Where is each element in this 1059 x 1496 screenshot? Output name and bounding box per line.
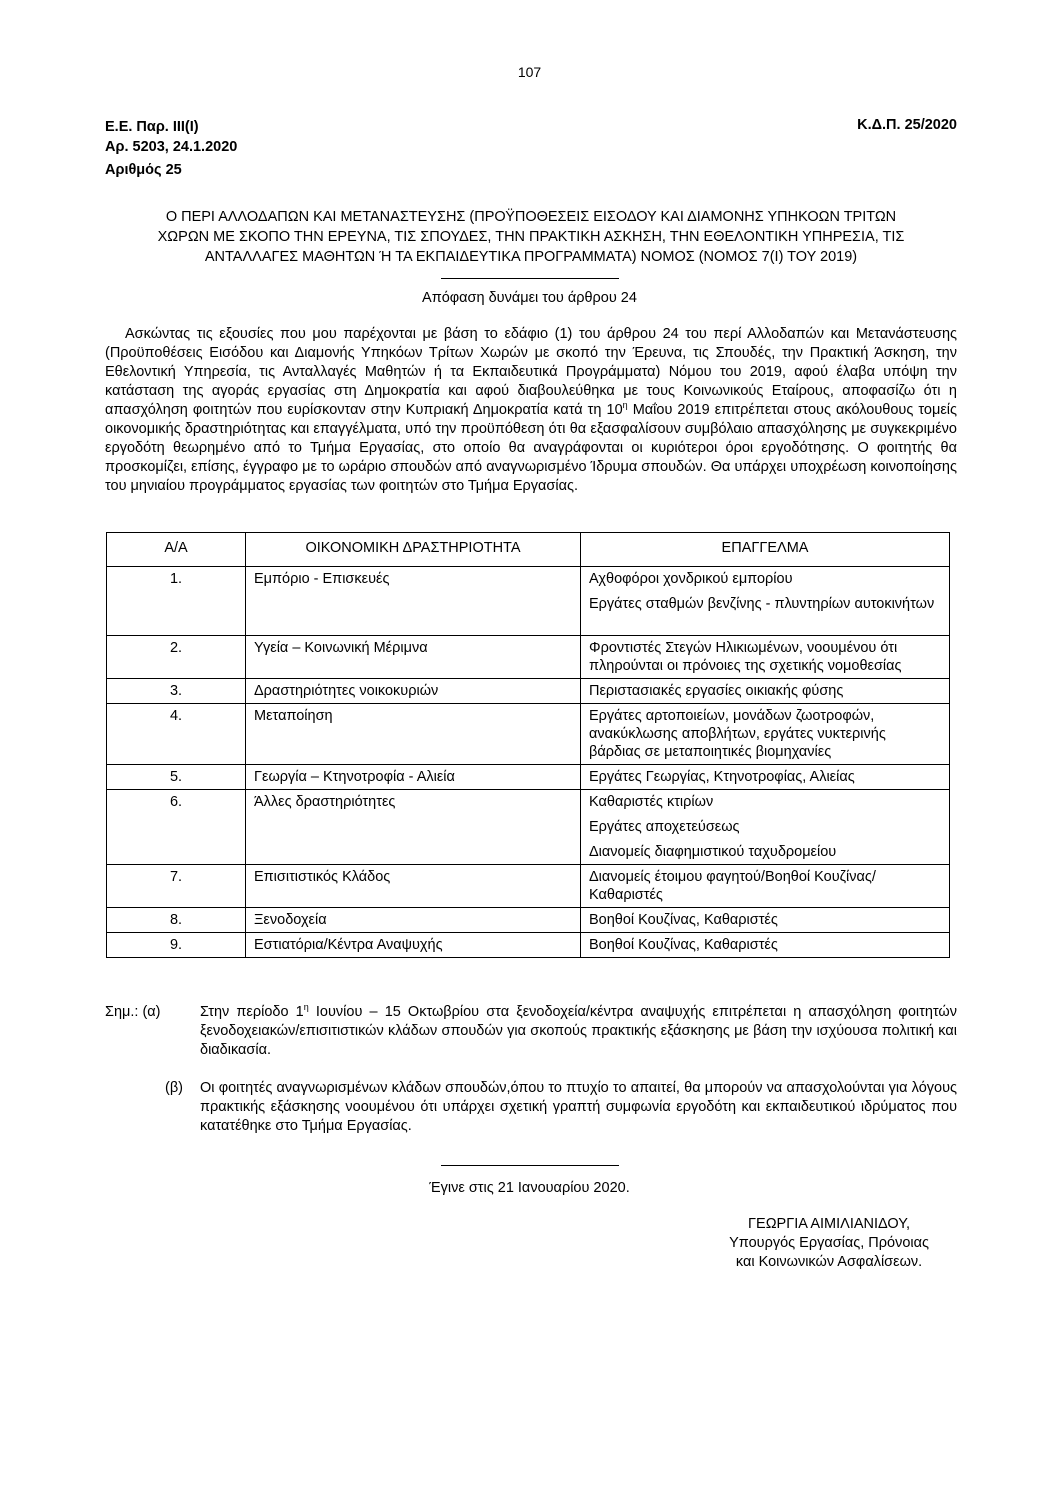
- occupations-table: [106, 532, 950, 958]
- table-row: [107, 704, 950, 765]
- decision-subtitle: Απόφαση δυνάμει του άρθρου 24: [422, 290, 637, 306]
- row-number: 9.: [107, 933, 246, 958]
- occupation-item: Εργάτες σταθμών βενζίνης - πλυντηρίων αυτοκινήτων: [589, 596, 935, 612]
- body-text: Μαΐου 2019 επιτρέπεται στους ακόλουθους τομείς οικονομικής δραστηριότητας και επαγγέλματα, υπό την προϋπόθεση ότι θα εξασφαλίσουν συμβόλαιο απασχόλησης με συγκεκριμένο εργοδότη θεωρημένο από το Τμήμα Εργασίας, στο οποίο θα αναγράφονται οι κυριότεροι όροι εργοδότησης. Ο φοιτητής θα προσκομίζει, επίσης, έγγραφο με το ωράριο σπουδών από αναγνωρισμένο Ίδρυμα σπουδών. Θα υπάρχει υποχρέωση κοινοποίησης του μηνιαίου προγράμματος εργασίας των φοιτητών στο Τμήμα Εργασίας.: [105, 402, 957, 494]
- table-row: [107, 567, 950, 636]
- note-text: [200, 1003, 957, 1060]
- law-title-line: Ο ΠΕΡΙ ΑΛΛΟΔΑΠΩΝ ΚΑΙ ΜΕΤΑΝΑΣΤΕΥΣΗΣ (ΠΡΟΫΠΟΘΕΣΕΙΣ ΕΙΣΟΔΟΥ ΚΑΙ ΔΙΑΜΟΝΗΣ ΥΠΗΚΟΩΝ ΤΡΙΤΩΝ: [165, 209, 897, 225]
- signature-block: [729, 1215, 929, 1272]
- row-number: 1.: [107, 567, 246, 636]
- note-text: Οι φοιτητές αναγνωρισμένων κλάδων σπουδών,όπου το πτυχίο το απαιτεί, θα μπορούν να απασχολούνται για λόγους πρακτικής εξάσκησης νοουμένου ότι υπάρχει σχετική γραπτή συμφωνία εργοδότη και εκπαιδευτικού ιδρύματος που κατατέθηκε στο Τμήμα Εργασίας.: [200, 1080, 957, 1134]
- law-title-line: ΧΩΡΩΝ ΜΕ ΣΚΟΠΟ ΤΗΝ ΕΡΕΥΝΑ, ΤΙΣ ΣΠΟΥΔΕΣ, ΤΗΝ ΠΡΑΚΤΙΚΗ ΑΣΚΗΣΗ, ΤΗΝ ΕΘΕΛΟΝΤΙΚΗ ΥΠΗΡΕΣΙΑ, ΤΙΣ: [157, 229, 905, 245]
- note-text-part: Ιουνίου – 15 Οκτωβρίου στα ξενοδοχεία/κέντρα αναψυχής επιτρέπεται η απασχόληση φοιτητών ξενοδοχειακών/επισιτιστικών κλάδων σπουδών για σκοπούς πρακτικής εξάσκησης με βάση την ισχύουσα πολιτική και διαδικασία.: [200, 1004, 958, 1058]
- occupation-item: Αχθοφόροι χονδρικού εμπορίου: [589, 571, 793, 587]
- row-number: 8.: [107, 908, 246, 933]
- row-activity: Εστιατόρια/Κέντρα Αναψυχής: [246, 933, 581, 958]
- signatory-title: και Κοινωνικών Ασφαλίσεων.: [735, 1254, 923, 1270]
- occupation-item: Διανομείς έτοιμου φαγητού/Βοηθοί Κουζίνας/Καθαριστές: [589, 869, 876, 903]
- header-aa: Α/Α: [107, 533, 246, 567]
- note-text-part: Στην περίοδο 1: [200, 1004, 304, 1020]
- occupation-item: Εργάτες αποχετεύσεως: [589, 819, 740, 835]
- table-row: [107, 765, 950, 790]
- table-row: [107, 679, 950, 704]
- occupation-item: Βοηθοί Κουζίνας, Καθαριστές: [589, 937, 778, 953]
- row-activity: Υγεία – Κοινωνική Μέριμνα: [246, 636, 581, 679]
- occupation-item: Εργάτες αρτοποιείων, μονάδων ζωοτροφών, ανακύκλωσης αποβλήτων, εργάτες νυκτερινής βάρδιας σε μεταποιητικές βιομηχανίες: [589, 708, 886, 760]
- kdp-reference: Κ.Δ.Π. 25/2020: [857, 117, 957, 133]
- body-text: Ασκώντας τις εξουσίες που μου παρέχονται με βάση το εδάφιο (1) του άρθρου 24 του περί Αλλοδαπών και Μετανάστευσης (Προϋποθέσεις Εισόδου και Διαμονής Υπηκόων Τρίτων Χωρών με σκοπό την Έρευνα, τις Σπουδές, την Πρακτική Άσκηση, την Εθελοντική Υπηρεσία, τις Ανταλλαγές Μαθητών ή τα Εκπαιδευτικά Προγράμματα) Νόμου του 2019, αφού έλαβα υπόψη την κατάσταση της αγοράς εργασίας στη Δημοκρατία και αφού διαβουλεύθηκα με τους Κοινωνικούς Εταίρους, αποφασίζω ότι η απασχόληση φοιτητών που ευρίσκονταν στην Κυπριακή Δημοκρατία κατά τη 10: [105, 326, 957, 418]
- row-activity: Δραστηριότητες νοικοκυριών: [246, 679, 581, 704]
- decree-number: Αριθμός 25: [105, 162, 182, 178]
- header-occupation: ΕΠΑΓΓΕΛΜΑ: [581, 533, 950, 567]
- note-a: [105, 1003, 957, 1060]
- row-occupations: [581, 790, 950, 865]
- row-activity: Επισιτιστικός Κλάδος: [246, 865, 581, 908]
- occupation-item: Περιστασιακές εργασίες οικιακής φύσης: [589, 683, 844, 699]
- row-occupations: [581, 908, 950, 933]
- decision-body: [105, 325, 957, 496]
- table-header-row: [107, 533, 950, 567]
- body-superscript: η: [622, 400, 628, 411]
- row-occupations: [581, 679, 950, 704]
- note-label: (β): [165, 1080, 183, 1096]
- row-occupations: [581, 636, 950, 679]
- row-occupations: [581, 933, 950, 958]
- signatory-title: Υπουργός Εργασίας, Πρόνοιας: [729, 1235, 929, 1251]
- row-occupations: [581, 765, 950, 790]
- row-number: 2.: [107, 636, 246, 679]
- table-row: [107, 636, 950, 679]
- row-number: 7.: [107, 865, 246, 908]
- row-occupations: [581, 567, 950, 636]
- divider-rule: [441, 1165, 619, 1166]
- occupation-item: Βοηθοί Κουζίνας, Καθαριστές: [589, 912, 778, 928]
- occupation-item: Εργάτες Γεωργίας, Κτηνοτροφίας, Αλιείας: [589, 769, 855, 785]
- law-title: [105, 207, 957, 267]
- occupation-item: Φροντιστές Στεγών Ηλικιωμένων, νοουμένου ότι πληρούνται οι πρόνοιες της σχετικής νομοθεσίας: [589, 640, 902, 674]
- row-activity: Μεταποίηση: [246, 704, 581, 765]
- table-row: [107, 865, 950, 908]
- row-activity: Άλλες δραστηριότητες: [246, 790, 581, 865]
- table-row: [107, 908, 950, 933]
- note-b: [105, 1079, 957, 1136]
- date-line: Έγινε στις 21 Ιανουαρίου 2020.: [429, 1180, 630, 1196]
- row-number: 4.: [107, 704, 246, 765]
- row-occupations: [581, 865, 950, 908]
- row-number: 3.: [107, 679, 246, 704]
- law-title-line: ΑΝΤΑΛΛΑΓΕΣ ΜΑΘΗΤΩΝ Ή ΤΑ ΕΚΠΑΙΔΕΥΤΙΚΑ ΠΡΟΓΡΑΜΜΑΤΑ) ΝΟΜΟΣ (ΝΟΜΟΣ 7(Ι) ΤΟΥ 2019): [204, 249, 858, 265]
- occupation-item: Διανομείς διαφημιστικού ταχυδρομείου: [589, 844, 837, 860]
- row-activity: Γεωργία – Κτηνοτροφία - Αλιεία: [246, 765, 581, 790]
- gazette-issue: Αρ. 5203, 24.1.2020: [105, 139, 238, 155]
- note-superscript: η: [303, 1002, 309, 1013]
- notes-section: [105, 1003, 957, 1136]
- table-row: [107, 933, 950, 958]
- signatory-name: ΓΕΩΡΓΙΑ ΑΙΜΙΛΙΑΝΙΔΟΥ,: [748, 1216, 911, 1232]
- row-activity: Ξενοδοχεία: [246, 908, 581, 933]
- row-number: 5.: [107, 765, 246, 790]
- row-occupations: [581, 704, 950, 765]
- occupation-item: Καθαριστές κτιρίων: [589, 794, 714, 810]
- page-number: 107: [517, 64, 542, 80]
- gazette-reference: Ε.Ε. Παρ. ΙΙΙ(Ι): [105, 119, 199, 135]
- gazette-header: [105, 117, 237, 157]
- note-label: Σημ.: (α): [105, 1004, 161, 1020]
- table-row: [107, 790, 950, 865]
- header-activity: ΟΙΚΟΝΟΜΙΚΗ ΔΡΑΣΤΗΡΙΟΤΗΤΑ: [246, 533, 581, 567]
- divider-rule: [441, 278, 619, 279]
- row-activity: Εμπόριο - Επισκευές: [246, 567, 581, 636]
- row-number: 6.: [107, 790, 246, 865]
